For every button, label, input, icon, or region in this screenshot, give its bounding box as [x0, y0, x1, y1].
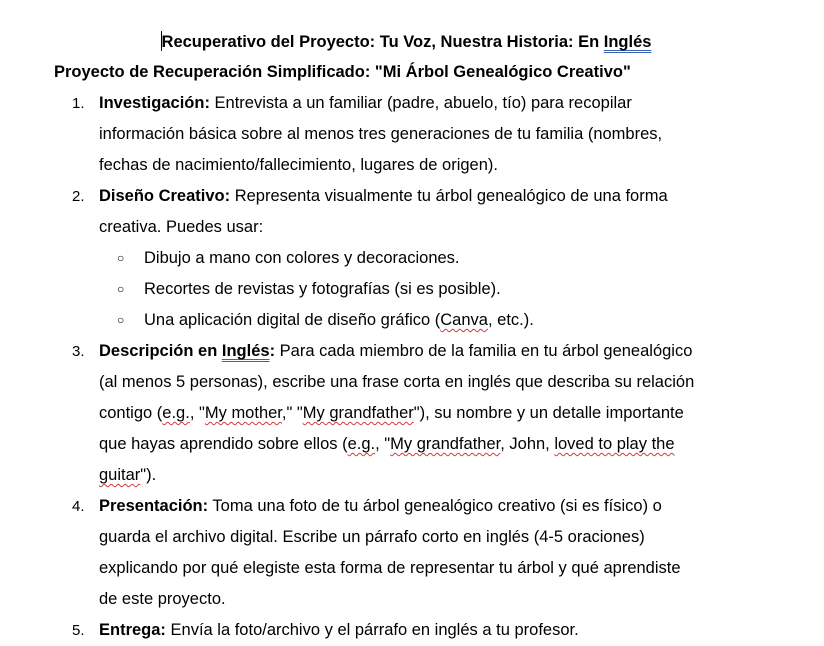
list-item-number: 4.	[72, 498, 85, 515]
bullet-icon: ○	[117, 313, 125, 327]
list-item-number: 3.	[72, 343, 85, 360]
document-subtitle: Proyecto de Recuperación Simplificado: "Mi Árbol Genealógico Creativo"	[54, 63, 631, 81]
spellcheck-underlined-word: e.g.	[347, 435, 376, 453]
numbered-list	[0, 88, 824, 646]
spellcheck-underlined-word: Inglés	[221, 342, 270, 360]
list-item: 1. Investigación: Entrevista a un familiar (padre, abuelo, tío) para recopilar información básica sobre al menos tres generaciones de tu familia (nombres, fechas de nacimiento/fallecimiento, lugares de origen).	[0, 88, 824, 181]
spellcheck-underlined-word: guitar	[99, 466, 141, 484]
list-item-label: Investigación:	[99, 94, 210, 112]
bullet-icon: ○	[117, 282, 125, 296]
list-item: 5. Entrega: Envía la foto/archivo y el párrafo en inglés a tu profesor.	[0, 615, 824, 646]
list-item-number: 1.	[72, 95, 85, 112]
spellcheck-underlined-word: loved to play the	[554, 435, 675, 453]
list-item-label: Presentación:	[99, 497, 209, 515]
list-item-label: Entrega:	[99, 621, 166, 639]
spellcheck-underlined-word: Canva	[440, 311, 488, 329]
list-item-label: Diseño Creativo:	[99, 187, 231, 205]
bullet-icon: ○	[117, 251, 125, 265]
list-item-label: Descripción en Inglés:	[99, 342, 276, 360]
sub-list-item: ○ Dibujo a mano con colores y decoraciones.	[0, 243, 824, 274]
spellcheck-underlined-word: Inglés	[603, 33, 652, 51]
list-item: 2. Diseño Creativo: Representa visualmente tu árbol genealógico de una forma creativa. Puedes usar:	[0, 181, 824, 243]
list-item: 4. Presentación: Toma una foto de tu árbol genealógico creativo (si es físico) o guarda el archivo digital. Escribe un párrafo corto en inglés (4-5 oraciones) explicando por qué elegiste esta forma de representar tu árbol y qué aprendiste de este proyecto.	[0, 491, 824, 615]
spellcheck-underlined-word: My grandfather	[390, 435, 501, 453]
spellcheck-underlined-word: e.g.	[162, 404, 190, 422]
spellcheck-underlined-word: My grandfather	[302, 404, 414, 422]
list-item-number: 2.	[72, 188, 85, 205]
sub-list-item: ○ Una aplicación digital de diseño gráfico (Canva, etc.).	[0, 305, 824, 336]
document-title: Recuperativo del Proyecto: Tu Voz, Nuestra Historia: En Inglés	[161, 33, 652, 51]
list-item-number: 5.	[72, 622, 85, 639]
spellcheck-underlined-word: My mother	[204, 404, 282, 422]
list-item: 3. Descripción en Inglés: Para cada miembro de la familia en tu árbol genealógico (al menos 5 personas), escribe una frase corta en inglés que describa su relación contigo (e.g., "My mother," "My grandfather"), su nombre y un detalle importante que hayas aprendido sobre ellos (e.g., "My grandfather, John, loved to play the guitar").	[0, 336, 824, 491]
sub-list-item: ○ Recortes de revistas y fotografías (si es posible).	[0, 274, 824, 305]
